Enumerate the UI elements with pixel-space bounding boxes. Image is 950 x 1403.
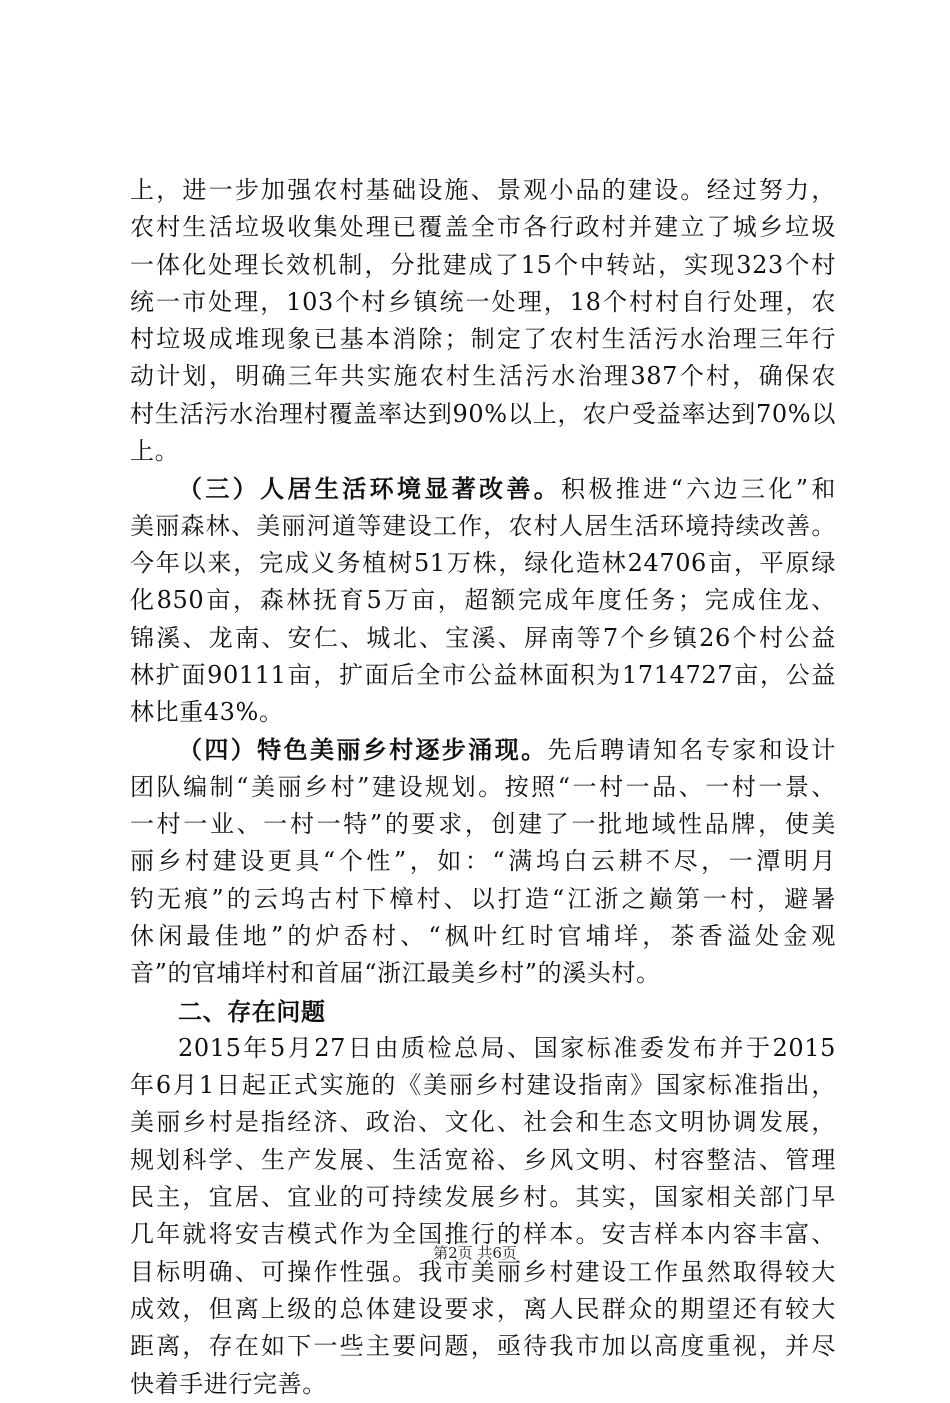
line-text: 目标明确、可操作性强。我市美丽乡村建设工作虽然取得较大 (130, 1257, 836, 1286)
text-line (130, 694, 836, 731)
line-text: 今年以来，完成义务植树51万株，绿化造林24706亩，平原绿 (130, 548, 836, 577)
text-line (130, 1104, 836, 1141)
line-text: 锦溪、龙南、安仁、城北、宝溪、屏南等7个乡镇26个村公益 (130, 623, 836, 652)
line-text: 一体化处理长效机制，分批建成了15个中转站，实现323个村 (130, 250, 836, 279)
text-line (130, 396, 836, 433)
text-line (130, 993, 836, 1030)
line-text: 几年就将安吉模式作为全国推行的样本。安吉样本内容丰富、 (130, 1220, 836, 1249)
text-line (130, 508, 836, 545)
line-text: 村生活污水治理村覆盖率达到90%以上，农户受益率达到70%以 (130, 399, 836, 428)
text-line (130, 955, 836, 992)
text-line (130, 657, 836, 694)
line-text: 民主，宜居、宜业的可持续发展乡村。其实，国家相关部门早 (130, 1183, 836, 1212)
text-line (130, 1179, 836, 1216)
text-line (130, 731, 836, 768)
line-text: 先后聘请知名专家和设计 (547, 736, 836, 765)
section-heading: （三）人居生活环境显著改善。 (178, 474, 562, 504)
text-line (130, 545, 836, 582)
line-text: 村垃圾成堆现象已基本消除；制定了农村生活污水治理三年行 (130, 325, 836, 354)
text-line (130, 769, 836, 806)
line-text: 团队编制“美丽乡村”建设规划。按照“一村一品、一村一景、 (130, 772, 836, 801)
text-line (130, 470, 836, 507)
line-text: 钓无痕”的云坞古村下樟村、以打造“江浙之巅第一村，避暑 (130, 884, 836, 913)
line-text: 美丽乡村是指经济、政治、文化、社会和生态文明协调发展， (130, 1108, 836, 1137)
line-text: 积极推进“六边三化”和 (561, 475, 836, 504)
text-line (130, 881, 836, 918)
line-text: 休闲最佳地”的炉岙村、“枫叶红时官埔垟，茶香溢处金观 (130, 921, 836, 950)
text-line (130, 1067, 836, 1104)
line-text: 一村一业、一村一特”的要求，创建了一批地域性品牌，使美 (130, 810, 836, 839)
text-line (130, 247, 836, 284)
line-text: 上。 (130, 437, 180, 466)
line-text: 林比重43%。 (130, 698, 284, 727)
section-heading: 二、存在问题 (178, 996, 326, 1026)
text-line (130, 321, 836, 358)
line-text: 规划科学、生产发展、生活宽裕、乡风文明、村容整洁、管理 (130, 1145, 836, 1174)
text-line (130, 209, 836, 246)
line-text: 动计划，明确三年共实施农村生活污水治理387个村，确保农 (130, 362, 836, 391)
text-line (130, 433, 836, 470)
line-text: 丽乡村建设更具“个性”，如：“满坞白云耕不尽，一潭明月 (130, 847, 836, 876)
text-line (130, 1366, 836, 1403)
line-text: 美丽森林、美丽河道等建设工作，农村人居生活环境持续改善。 (130, 511, 836, 540)
text-line (130, 358, 836, 395)
line-text: 上，进一步加强农村基础设施、景观小品的建设。经过努力， (130, 176, 836, 204)
text-line (130, 918, 836, 955)
line-text: 成效，但离上级的总体建设要求，离人民群众的期望还有较大 (130, 1294, 836, 1323)
page-footer: 第2页 共6页 (433, 1244, 517, 1262)
line-text: 年6月1日起正式实施的《美丽乡村建设指南》国家标准指出， (130, 1071, 836, 1100)
text-line (130, 806, 836, 843)
section-heading: （四）特色美丽乡村逐步涌现。 (178, 735, 548, 765)
text-line (130, 172, 836, 209)
line-text: 统一市处理，103个村乡镇统一处理，18个村村自行处理，农 (130, 287, 836, 316)
text-line (130, 284, 836, 321)
line-text: 农村生活垃圾收集处理已覆盖全市各行政村并建立了城乡垃圾 (130, 213, 836, 242)
line-text: 快着手进行完善。 (130, 1369, 327, 1398)
line-text: 化850亩，森林抚育5万亩，超额完成年度任务；完成住龙、 (130, 586, 836, 615)
line-text: 2015年5月27日由质检总局、国家标准委发布并于2015 (178, 1033, 836, 1062)
document-body (130, 172, 836, 1403)
text-line (130, 620, 836, 657)
text-line (130, 1142, 836, 1179)
line-text: 林扩面90111亩，扩面后全市公益林面积为1714727亩，公益 (130, 660, 836, 689)
text-line (130, 843, 836, 880)
text-line (130, 1328, 836, 1365)
line-text: 音”的官埔垟村和首届“浙江最美乡村”的溪头村。 (130, 959, 661, 988)
text-line (130, 1030, 836, 1067)
text-line (130, 1291, 836, 1328)
line-text: 距离，存在如下一些主要问题，亟待我市加以高度重视，并尽 (130, 1332, 836, 1361)
text-line (130, 582, 836, 619)
